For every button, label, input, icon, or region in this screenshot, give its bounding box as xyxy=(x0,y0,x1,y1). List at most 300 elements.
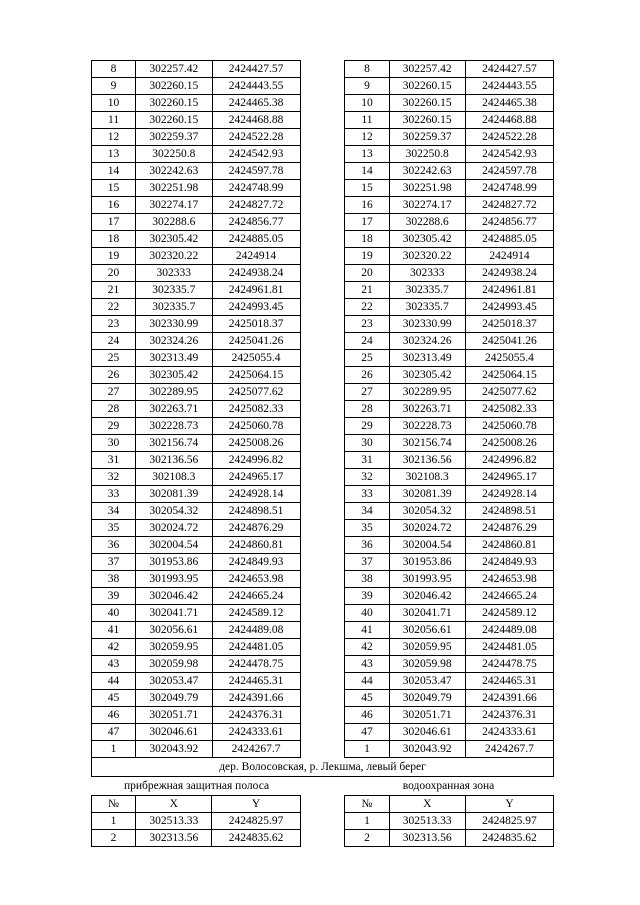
table-row xyxy=(92,231,301,248)
y-coordinate-cell: 2424427.57 xyxy=(465,61,553,78)
point-number-cell: 40 xyxy=(92,605,136,622)
point-number-cell: 44 xyxy=(345,673,389,690)
table-row xyxy=(92,401,301,418)
x-coordinate-cell: 302108.3 xyxy=(136,469,212,486)
point-number-cell: 18 xyxy=(345,231,389,248)
table-row xyxy=(345,724,554,741)
table-row xyxy=(345,469,554,486)
x-coordinate-cell: X xyxy=(389,796,465,813)
y-coordinate-cell: 2424835.62 xyxy=(212,830,300,847)
y-coordinate-cell: 2424996.82 xyxy=(465,452,553,469)
table-row xyxy=(92,197,301,214)
point-number-cell: 19 xyxy=(92,248,136,265)
table-row xyxy=(345,503,554,520)
column-gap xyxy=(301,60,345,758)
point-number-cell: 11 xyxy=(92,112,136,129)
y-coordinate-cell: 2425064.15 xyxy=(465,367,553,384)
x-coordinate-cell: 302260.15 xyxy=(136,78,212,95)
y-coordinate-cell: Y xyxy=(465,796,553,813)
x-coordinate-cell: 302242.63 xyxy=(389,163,465,180)
y-coordinate-cell: 2425082.33 xyxy=(465,401,553,418)
point-number-cell: 44 xyxy=(92,673,136,690)
x-coordinate-cell: 302136.56 xyxy=(136,452,212,469)
x-coordinate-cell: 302046.61 xyxy=(136,724,212,741)
table-row xyxy=(92,350,301,367)
table-row xyxy=(345,452,554,469)
left-coordinates-table xyxy=(91,60,301,758)
x-coordinate-cell: 302228.73 xyxy=(389,418,465,435)
table-row xyxy=(92,452,301,469)
y-coordinate-cell: 2425060.78 xyxy=(212,418,300,435)
table-row xyxy=(345,384,554,401)
point-number-cell: 42 xyxy=(345,639,389,656)
point-number-cell: 14 xyxy=(345,163,389,180)
x-coordinate-cell: 302260.15 xyxy=(389,95,465,112)
y-coordinate-cell: 2424267.7 xyxy=(212,741,300,758)
y-coordinate-cell: 2425018.37 xyxy=(465,316,553,333)
left-second-table xyxy=(91,795,301,847)
point-number-cell: 43 xyxy=(345,656,389,673)
y-coordinate-cell: 2425018.37 xyxy=(212,316,300,333)
table-row xyxy=(345,571,554,588)
point-number-cell: 24 xyxy=(345,333,389,350)
y-coordinate-cell: 2424928.14 xyxy=(212,486,300,503)
point-number-cell: 21 xyxy=(345,282,389,299)
table-row xyxy=(345,265,554,282)
y-coordinate-cell: 2424825.97 xyxy=(465,813,553,830)
table-row xyxy=(345,129,554,146)
y-coordinate-cell: 2424835.62 xyxy=(465,830,553,847)
table-row xyxy=(92,299,301,316)
y-coordinate-cell: 2424478.75 xyxy=(465,656,553,673)
table-row xyxy=(92,469,301,486)
point-number-cell: 1 xyxy=(92,741,136,758)
table-row xyxy=(345,673,554,690)
table-row xyxy=(345,813,554,830)
y-coordinate-cell: 2424827.72 xyxy=(212,197,300,214)
table-row xyxy=(92,78,301,95)
y-coordinate-cell: 2424443.55 xyxy=(212,78,300,95)
point-number-cell: 31 xyxy=(345,452,389,469)
table-row xyxy=(345,333,554,350)
table-row xyxy=(92,316,301,333)
table-row xyxy=(345,418,554,435)
y-coordinate-cell: 2424914 xyxy=(212,248,300,265)
point-number-cell: 15 xyxy=(92,180,136,197)
x-coordinate-cell: 302056.61 xyxy=(389,622,465,639)
y-coordinate-cell: 2425008.26 xyxy=(212,435,300,452)
table-row xyxy=(345,95,554,112)
x-coordinate-cell: 302305.42 xyxy=(389,367,465,384)
x-coordinate-cell: 302041.71 xyxy=(136,605,212,622)
x-coordinate-cell: 302156.74 xyxy=(389,435,465,452)
x-coordinate-cell: 302320.22 xyxy=(389,248,465,265)
y-coordinate-cell: 2424938.24 xyxy=(212,265,300,282)
point-number-cell: 1 xyxy=(345,813,389,830)
table-row xyxy=(345,656,554,673)
point-number-cell: 26 xyxy=(92,367,136,384)
x-coordinate-cell: 302257.42 xyxy=(389,61,465,78)
table-row xyxy=(92,367,301,384)
point-number-cell: 35 xyxy=(345,520,389,537)
point-number-cell: 10 xyxy=(92,95,136,112)
y-coordinate-cell: 2425060.78 xyxy=(465,418,553,435)
table-row xyxy=(345,486,554,503)
point-number-cell: 16 xyxy=(345,197,389,214)
point-number-cell: 41 xyxy=(345,622,389,639)
point-number-cell: 27 xyxy=(345,384,389,401)
point-number-cell: 14 xyxy=(92,163,136,180)
point-number-cell: 12 xyxy=(92,129,136,146)
x-coordinate-cell: 302289.95 xyxy=(136,384,212,401)
x-coordinate-cell: 302051.71 xyxy=(389,707,465,724)
point-number-cell: 46 xyxy=(92,707,136,724)
x-coordinate-cell: 302041.71 xyxy=(389,605,465,622)
point-number-cell: 32 xyxy=(345,469,389,486)
point-number-cell: 23 xyxy=(92,316,136,333)
point-number-cell: 12 xyxy=(345,129,389,146)
table-header-row xyxy=(92,796,301,813)
table-row xyxy=(345,605,554,622)
table-row xyxy=(92,537,301,554)
x-coordinate-cell: 302053.47 xyxy=(136,673,212,690)
x-coordinate-cell: 302059.98 xyxy=(389,656,465,673)
point-number-cell: 11 xyxy=(345,112,389,129)
x-coordinate-cell: 302260.15 xyxy=(136,95,212,112)
point-number-cell: 39 xyxy=(92,588,136,605)
point-number-cell: 21 xyxy=(92,282,136,299)
table-row xyxy=(345,741,554,758)
x-coordinate-cell: 302024.72 xyxy=(389,520,465,537)
coordinates-grid xyxy=(91,60,554,758)
y-coordinate-cell: 2424914 xyxy=(465,248,553,265)
x-coordinate-cell: 302136.56 xyxy=(389,452,465,469)
y-coordinate-cell: 2424665.24 xyxy=(465,588,553,605)
table-row xyxy=(92,146,301,163)
point-number-cell: 28 xyxy=(92,401,136,418)
point-number-cell: 36 xyxy=(345,537,389,554)
point-number-cell: 30 xyxy=(92,435,136,452)
y-coordinate-cell: 2424465.31 xyxy=(212,673,300,690)
y-coordinate-cell: 2424333.61 xyxy=(465,724,553,741)
point-number-cell: 10 xyxy=(345,95,389,112)
table-row xyxy=(92,673,301,690)
x-coordinate-cell: 302335.7 xyxy=(136,299,212,316)
point-number-cell: 37 xyxy=(92,554,136,571)
x-coordinate-cell: 302049.79 xyxy=(389,690,465,707)
y-coordinate-cell: 2424427.57 xyxy=(212,61,300,78)
section-banner: дер. Волосовская, р. Лекшма, левый берег xyxy=(91,758,554,777)
y-coordinate-cell: 2424961.81 xyxy=(212,282,300,299)
y-coordinate-cell: 2424542.93 xyxy=(465,146,553,163)
point-number-cell: 47 xyxy=(92,724,136,741)
table-row xyxy=(345,520,554,537)
y-coordinate-cell: 2425055.4 xyxy=(212,350,300,367)
point-number-cell: 38 xyxy=(345,571,389,588)
y-coordinate-cell: 2425077.62 xyxy=(212,384,300,401)
x-coordinate-cell: 302330.99 xyxy=(389,316,465,333)
table-row xyxy=(92,639,301,656)
table-row xyxy=(345,78,554,95)
x-coordinate-cell: 302004.54 xyxy=(389,537,465,554)
table-row xyxy=(92,503,301,520)
y-coordinate-cell: 2424849.93 xyxy=(212,554,300,571)
x-coordinate-cell: 302289.95 xyxy=(389,384,465,401)
point-number-cell: 36 xyxy=(92,537,136,554)
table-row xyxy=(345,707,554,724)
point-number-cell: 39 xyxy=(345,588,389,605)
point-number-cell: 34 xyxy=(345,503,389,520)
x-coordinate-cell: 302257.42 xyxy=(136,61,212,78)
y-coordinate-cell: 2424928.14 xyxy=(465,486,553,503)
point-number-cell: 32 xyxy=(92,469,136,486)
table-row xyxy=(92,486,301,503)
point-number-cell: 22 xyxy=(345,299,389,316)
y-coordinate-cell: 2425077.62 xyxy=(465,384,553,401)
x-coordinate-cell: 302004.54 xyxy=(136,537,212,554)
x-coordinate-cell: 302513.33 xyxy=(389,813,465,830)
y-coordinate-cell: 2425041.26 xyxy=(465,333,553,350)
x-coordinate-cell: 302288.6 xyxy=(136,214,212,231)
point-number-cell: 41 xyxy=(92,622,136,639)
table-row xyxy=(345,435,554,452)
y-coordinate-cell: 2424938.24 xyxy=(465,265,553,282)
x-coordinate-cell: 302330.99 xyxy=(136,316,212,333)
y-coordinate-cell: 2424542.93 xyxy=(212,146,300,163)
point-number-cell: 26 xyxy=(345,367,389,384)
point-number-cell: 45 xyxy=(92,690,136,707)
y-coordinate-cell: 2424965.17 xyxy=(465,469,553,486)
table-row xyxy=(345,639,554,656)
x-coordinate-cell: 302046.42 xyxy=(389,588,465,605)
y-coordinate-cell: 2424665.24 xyxy=(212,588,300,605)
y-coordinate-cell: 2424589.12 xyxy=(465,605,553,622)
table-row xyxy=(92,813,301,830)
x-coordinate-cell: 302059.98 xyxy=(136,656,212,673)
y-coordinate-cell: 2424993.45 xyxy=(465,299,553,316)
x-coordinate-cell: 302335.7 xyxy=(389,299,465,316)
point-number-cell: 19 xyxy=(345,248,389,265)
table-row xyxy=(92,741,301,758)
point-number-cell: № xyxy=(345,796,389,813)
point-number-cell: 2 xyxy=(345,830,389,847)
y-coordinate-cell: 2424391.66 xyxy=(212,690,300,707)
table-header-row xyxy=(345,796,554,813)
table-row xyxy=(92,384,301,401)
table-row xyxy=(345,197,554,214)
y-coordinate-cell: 2424876.29 xyxy=(212,520,300,537)
point-number-cell: 17 xyxy=(345,214,389,231)
y-coordinate-cell: 2424468.88 xyxy=(465,112,553,129)
x-coordinate-cell: 302049.79 xyxy=(136,690,212,707)
right-coordinates-table xyxy=(344,60,554,758)
x-coordinate-cell: 302251.98 xyxy=(136,180,212,197)
y-coordinate-cell: 2424653.98 xyxy=(465,571,553,588)
table-row xyxy=(92,129,301,146)
point-number-cell: 37 xyxy=(345,554,389,571)
x-coordinate-cell: 302305.42 xyxy=(389,231,465,248)
table-row xyxy=(92,248,301,265)
x-coordinate-cell: 302242.63 xyxy=(136,163,212,180)
table-row xyxy=(345,146,554,163)
table-row xyxy=(92,690,301,707)
y-coordinate-cell: 2424827.72 xyxy=(465,197,553,214)
table-row xyxy=(92,95,301,112)
y-coordinate-cell: 2424653.98 xyxy=(212,571,300,588)
y-coordinate-cell: 2424898.51 xyxy=(465,503,553,520)
y-coordinate-cell: 2424993.45 xyxy=(212,299,300,316)
point-number-cell: 34 xyxy=(92,503,136,520)
y-coordinate-cell: 2424589.12 xyxy=(212,605,300,622)
table-row xyxy=(345,299,554,316)
x-coordinate-cell: 302263.71 xyxy=(389,401,465,418)
table-row xyxy=(92,605,301,622)
x-coordinate-cell: 302156.74 xyxy=(136,435,212,452)
point-number-cell: 43 xyxy=(92,656,136,673)
y-coordinate-cell: 2425064.15 xyxy=(212,367,300,384)
x-coordinate-cell: 302043.92 xyxy=(389,741,465,758)
y-coordinate-cell: 2424885.05 xyxy=(465,231,553,248)
point-number-cell: 25 xyxy=(345,350,389,367)
y-coordinate-cell: 2424849.93 xyxy=(465,554,553,571)
x-coordinate-cell: 302333 xyxy=(136,265,212,282)
column-gap-2 xyxy=(301,795,345,847)
point-number-cell: 18 xyxy=(92,231,136,248)
point-number-cell: 33 xyxy=(92,486,136,503)
x-coordinate-cell: 302046.61 xyxy=(389,724,465,741)
point-number-cell: 38 xyxy=(92,571,136,588)
y-coordinate-cell: 2424898.51 xyxy=(212,503,300,520)
x-coordinate-cell: 302059.95 xyxy=(389,639,465,656)
point-number-cell: № xyxy=(92,796,136,813)
x-coordinate-cell: 302305.42 xyxy=(136,367,212,384)
x-coordinate-cell: 302108.3 xyxy=(389,469,465,486)
y-coordinate-cell: 2425008.26 xyxy=(465,435,553,452)
table-row xyxy=(345,554,554,571)
table-row xyxy=(92,418,301,435)
point-number-cell: 28 xyxy=(345,401,389,418)
point-number-cell: 23 xyxy=(345,316,389,333)
table-row xyxy=(92,333,301,350)
y-coordinate-cell: 2424522.28 xyxy=(212,129,300,146)
table-row xyxy=(345,231,554,248)
x-coordinate-cell: 302260.15 xyxy=(136,112,212,129)
y-coordinate-cell: 2424597.78 xyxy=(465,163,553,180)
y-coordinate-cell: 2424443.55 xyxy=(465,78,553,95)
right-second-table xyxy=(344,795,554,847)
point-number-cell: 8 xyxy=(92,61,136,78)
y-coordinate-cell: 2424748.99 xyxy=(212,180,300,197)
x-coordinate-cell: 302251.98 xyxy=(389,180,465,197)
x-coordinate-cell: 302046.42 xyxy=(136,588,212,605)
table-row xyxy=(92,656,301,673)
table-row xyxy=(92,163,301,180)
table-row xyxy=(345,622,554,639)
table-row xyxy=(92,61,301,78)
table-row xyxy=(345,180,554,197)
x-coordinate-cell: 302335.7 xyxy=(389,282,465,299)
table-row xyxy=(92,112,301,129)
point-number-cell: 31 xyxy=(92,452,136,469)
table-row xyxy=(345,588,554,605)
table-row xyxy=(345,214,554,231)
point-number-cell: 24 xyxy=(92,333,136,350)
y-coordinate-cell: 2424391.66 xyxy=(465,690,553,707)
point-number-cell: 47 xyxy=(345,724,389,741)
x-coordinate-cell: 302313.56 xyxy=(136,830,212,847)
table-row xyxy=(92,554,301,571)
point-number-cell: 1 xyxy=(92,813,136,830)
table-row xyxy=(92,588,301,605)
x-coordinate-cell: 302081.39 xyxy=(136,486,212,503)
section-labels xyxy=(91,777,554,795)
x-coordinate-cell: 302250.8 xyxy=(136,146,212,163)
point-number-cell: 13 xyxy=(92,146,136,163)
x-coordinate-cell: 302051.71 xyxy=(136,707,212,724)
x-coordinate-cell: 301993.95 xyxy=(136,571,212,588)
point-number-cell: 46 xyxy=(345,707,389,724)
point-number-cell: 1 xyxy=(345,741,389,758)
y-coordinate-cell: Y xyxy=(212,796,300,813)
y-coordinate-cell: 2424965.17 xyxy=(212,469,300,486)
y-coordinate-cell: 2424996.82 xyxy=(212,452,300,469)
x-coordinate-cell: 302043.92 xyxy=(136,741,212,758)
table-row xyxy=(345,282,554,299)
x-coordinate-cell: 302335.7 xyxy=(136,282,212,299)
point-number-cell: 42 xyxy=(92,639,136,656)
y-coordinate-cell: 2424376.31 xyxy=(465,707,553,724)
y-coordinate-cell: 2424856.77 xyxy=(465,214,553,231)
point-number-cell: 35 xyxy=(92,520,136,537)
y-coordinate-cell: 2425055.4 xyxy=(465,350,553,367)
y-coordinate-cell: 2424489.08 xyxy=(212,622,300,639)
y-coordinate-cell: 2424885.05 xyxy=(212,231,300,248)
point-number-cell: 29 xyxy=(92,418,136,435)
x-coordinate-cell: 302260.15 xyxy=(389,78,465,95)
y-coordinate-cell: 2424860.81 xyxy=(465,537,553,554)
y-coordinate-cell: 2424522.28 xyxy=(465,129,553,146)
table-row xyxy=(92,520,301,537)
x-coordinate-cell: 302305.42 xyxy=(136,231,212,248)
table-row xyxy=(92,622,301,639)
y-coordinate-cell: 2424748.99 xyxy=(465,180,553,197)
x-coordinate-cell: 302274.17 xyxy=(136,197,212,214)
table-row xyxy=(345,830,554,847)
x-coordinate-cell: 302024.72 xyxy=(136,520,212,537)
table-row xyxy=(345,163,554,180)
y-coordinate-cell: 2424267.7 xyxy=(465,741,553,758)
x-coordinate-cell: 302259.37 xyxy=(389,129,465,146)
x-coordinate-cell: 302059.95 xyxy=(136,639,212,656)
table-row xyxy=(92,180,301,197)
x-coordinate-cell: 302324.26 xyxy=(136,333,212,350)
y-coordinate-cell: 2424468.88 xyxy=(212,112,300,129)
document-page xyxy=(91,60,554,847)
point-number-cell: 13 xyxy=(345,146,389,163)
table-row xyxy=(92,265,301,282)
x-coordinate-cell: 302313.49 xyxy=(389,350,465,367)
y-coordinate-cell: 2424481.05 xyxy=(212,639,300,656)
table-row xyxy=(345,690,554,707)
table-row xyxy=(345,61,554,78)
point-number-cell: 17 xyxy=(92,214,136,231)
table-row xyxy=(92,571,301,588)
table-row xyxy=(345,112,554,129)
right-section-label: водоохранная зона xyxy=(402,780,495,792)
y-coordinate-cell: 2424333.61 xyxy=(212,724,300,741)
table-row xyxy=(345,367,554,384)
point-number-cell: 9 xyxy=(345,78,389,95)
